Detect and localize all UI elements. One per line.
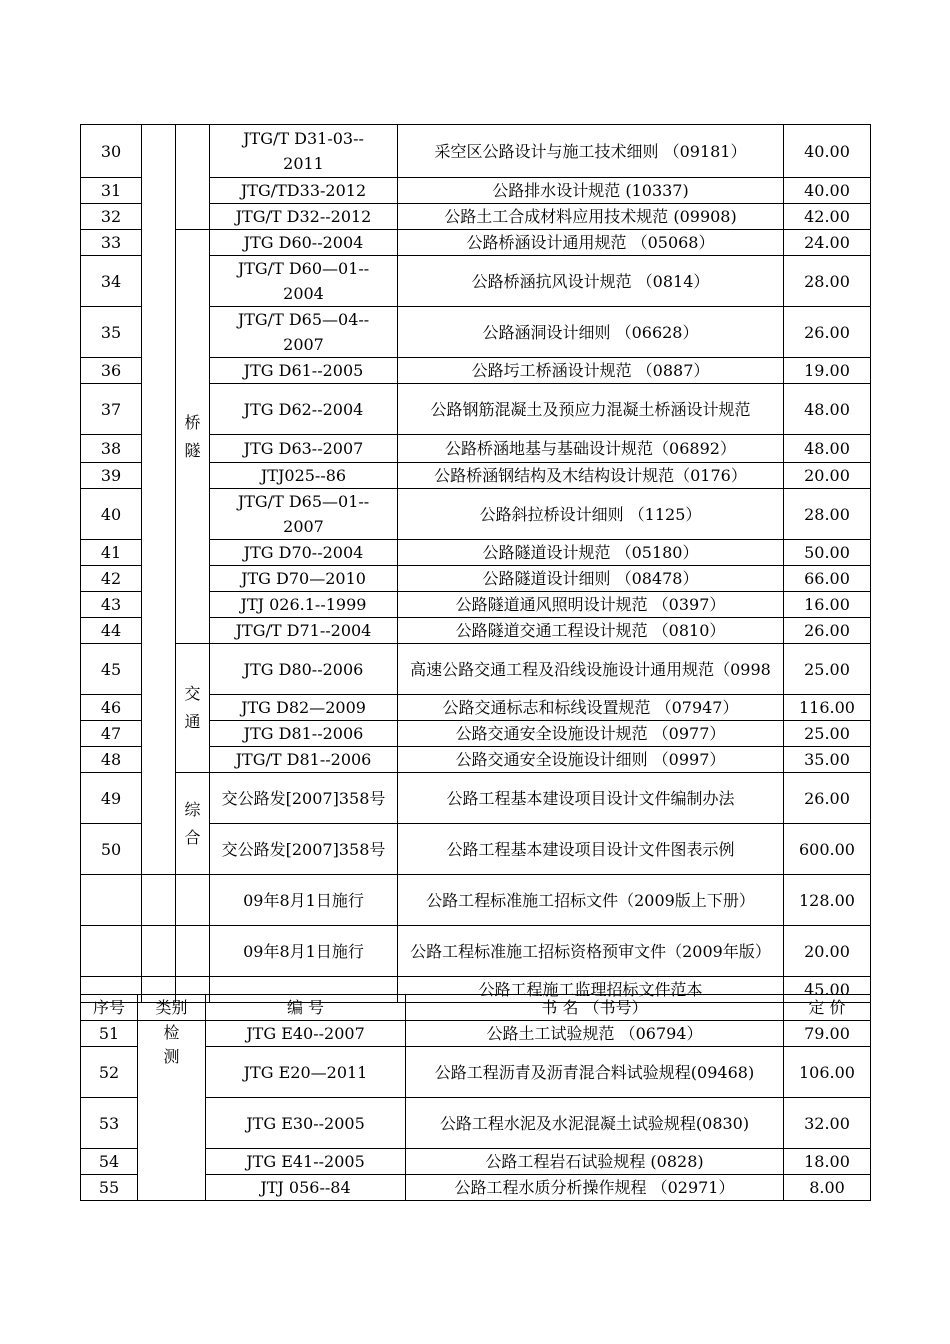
price: 128.00 bbox=[784, 875, 871, 926]
book-title: 公路桥涵地基与基础设计规范（06892） bbox=[398, 435, 784, 463]
price: 24.00 bbox=[784, 230, 871, 256]
row-number bbox=[81, 875, 142, 926]
row-number: 34 bbox=[81, 256, 142, 307]
row-number: 37 bbox=[81, 384, 142, 435]
book-title: 公路圬工桥涵设计规范 （0887） bbox=[398, 358, 784, 384]
table-row bbox=[81, 875, 871, 926]
standard-code: JTJ025--86 bbox=[210, 463, 398, 489]
price: 18.00 bbox=[784, 1149, 871, 1175]
row-number: 54 bbox=[81, 1149, 138, 1175]
row-number: 47 bbox=[81, 721, 142, 747]
category-cell bbox=[176, 125, 210, 230]
price: 25.00 bbox=[784, 721, 871, 747]
row-number: 39 bbox=[81, 463, 142, 489]
row-number: 52 bbox=[81, 1047, 138, 1098]
category-general: 综 合 bbox=[176, 773, 210, 875]
book-title: 公路工程标准施工招标文件（2009版上下册） bbox=[398, 875, 784, 926]
book-title: 公路工程水泥及水泥混凝土试验规程(0830) bbox=[406, 1098, 784, 1149]
price: 79.00 bbox=[784, 1021, 871, 1047]
standard-code: JTG D82—2009 bbox=[210, 695, 398, 721]
table-row bbox=[81, 644, 871, 695]
book-title: 公路桥涵设计通用规范 （05068） bbox=[398, 230, 784, 256]
book-title: 公路涵洞设计细则 （06628） bbox=[398, 307, 784, 358]
row-number: 53 bbox=[81, 1098, 138, 1149]
book-title: 高速公路交通工程及沿线设施设计通用规范（0998 bbox=[398, 644, 784, 695]
book-title: 公路桥涵抗风设计规范 （0814） bbox=[398, 256, 784, 307]
category-cell bbox=[176, 926, 210, 977]
standard-code: JTJ 026.1--1999 bbox=[210, 592, 398, 618]
row-number: 38 bbox=[81, 435, 142, 463]
price: 32.00 bbox=[784, 1098, 871, 1149]
standard-code: JTG D70—2010 bbox=[210, 566, 398, 592]
price: 25.00 bbox=[784, 644, 871, 695]
row-number: 43 bbox=[81, 592, 142, 618]
row-number: 44 bbox=[81, 618, 142, 644]
price: 600.00 bbox=[784, 824, 871, 875]
row-number: 51 bbox=[81, 1021, 138, 1047]
table-row bbox=[81, 230, 871, 256]
standards-table-part2 bbox=[80, 994, 871, 1201]
row-number: 35 bbox=[81, 307, 142, 358]
standard-code: JTG D60--2004 bbox=[210, 230, 398, 256]
book-title: 公路工程水质分析操作规程 （02971） bbox=[406, 1175, 784, 1201]
row-number: 32 bbox=[81, 204, 142, 230]
book-title: 公路工程沥青及沥青混合料试验规程(09468) bbox=[406, 1047, 784, 1098]
table-row bbox=[81, 125, 871, 178]
header-category: 类别 bbox=[138, 995, 206, 1021]
standard-code: JTG/T D81--2006 bbox=[210, 747, 398, 773]
category-traffic: 交 通 bbox=[176, 644, 210, 773]
book-title: 采空区公路设计与施工技术细则 （09181） bbox=[398, 125, 784, 178]
standard-code: JTG/T D60—01-- 2004 bbox=[210, 256, 398, 307]
book-title: 公路钢筋混凝土及预应力混凝土桥涵设计规范 bbox=[398, 384, 784, 435]
row-number bbox=[81, 926, 142, 977]
row-number: 46 bbox=[81, 695, 142, 721]
row-number: 41 bbox=[81, 540, 142, 566]
book-title: 公路隧道交通工程设计规范 （0810） bbox=[398, 618, 784, 644]
standard-code: JTG E20—2011 bbox=[206, 1047, 406, 1098]
category-cell bbox=[142, 926, 176, 977]
row-number: 42 bbox=[81, 566, 142, 592]
header-title: 书 名 （书号） bbox=[406, 995, 784, 1021]
price: 45.00 bbox=[784, 977, 871, 1003]
row-number: 49 bbox=[81, 773, 142, 824]
standard-code: JTG E40--2007 bbox=[206, 1021, 406, 1047]
standard-code: JTJ 056--84 bbox=[206, 1175, 406, 1201]
row-number: 45 bbox=[81, 644, 142, 695]
header-price: 定 价 bbox=[784, 995, 871, 1021]
row-number: 40 bbox=[81, 489, 142, 540]
price: 26.00 bbox=[784, 773, 871, 824]
book-title: 公路工程基本建设项目设计文件图表示例 bbox=[398, 824, 784, 875]
book-title: 公路工程岩石试验规程 (0828) bbox=[406, 1149, 784, 1175]
standard-code: JTG/T D31-03-- 2011 bbox=[210, 125, 398, 178]
price: 42.00 bbox=[784, 204, 871, 230]
category-cell bbox=[176, 875, 210, 926]
standards-table-part1 bbox=[80, 124, 871, 1003]
price: 26.00 bbox=[784, 618, 871, 644]
standard-code: JTG/T D32--2012 bbox=[210, 204, 398, 230]
standard-code: 交公路发[2007]358号 bbox=[210, 824, 398, 875]
book-title: 公路土工试验规范 （06794） bbox=[406, 1021, 784, 1047]
category-outer-cell bbox=[142, 125, 176, 875]
standard-code: JTG D80--2006 bbox=[210, 644, 398, 695]
standard-code: JTG E41--2005 bbox=[206, 1149, 406, 1175]
standard-code: JTG D70--2004 bbox=[210, 540, 398, 566]
price: 26.00 bbox=[784, 307, 871, 358]
standard-code: JTG/T D71--2004 bbox=[210, 618, 398, 644]
book-title: 公路交通安全设施设计规范 （0977） bbox=[398, 721, 784, 747]
standard-code: JTG/T D65—04-- 2007 bbox=[210, 307, 398, 358]
header-number: 序号 bbox=[81, 995, 138, 1021]
table-row bbox=[81, 1021, 871, 1047]
price: 19.00 bbox=[784, 358, 871, 384]
row-number: 36 bbox=[81, 358, 142, 384]
price: 50.00 bbox=[784, 540, 871, 566]
standard-code: 09年8月1日施行 bbox=[210, 875, 398, 926]
book-title: 公路土工合成材料应用技术规范 (09908) bbox=[398, 204, 784, 230]
book-title: 公路隧道设计细则 （08478） bbox=[398, 566, 784, 592]
book-title: 公路交通标志和标线设置规范 （07947） bbox=[398, 695, 784, 721]
table-row bbox=[81, 926, 871, 977]
price: 48.00 bbox=[784, 435, 871, 463]
table-row bbox=[81, 773, 871, 824]
standard-code: JTG D62--2004 bbox=[210, 384, 398, 435]
price: 40.00 bbox=[784, 178, 871, 204]
price: 116.00 bbox=[784, 695, 871, 721]
standard-code: JTG E30--2005 bbox=[206, 1098, 406, 1149]
book-title: 公路交通安全设施设计细则 （0997） bbox=[398, 747, 784, 773]
book-title: 公路工程施工监理招标文件范本 bbox=[398, 977, 784, 1003]
price: 28.00 bbox=[784, 256, 871, 307]
standard-code: JTG D61--2005 bbox=[210, 358, 398, 384]
standard-code: JTG/T D65—01-- 2007 bbox=[210, 489, 398, 540]
standard-code: JTG D63--2007 bbox=[210, 435, 398, 463]
row-number: 55 bbox=[81, 1175, 138, 1201]
table-header-row bbox=[81, 995, 871, 1021]
book-title: 公路桥涵钢结构及木结构设计规范（0176） bbox=[398, 463, 784, 489]
standard-code: JTG/TD33-2012 bbox=[210, 178, 398, 204]
book-title: 公路工程标准施工招标资格预审文件（2009年版） bbox=[398, 926, 784, 977]
row-number: 33 bbox=[81, 230, 142, 256]
price: 8.00 bbox=[784, 1175, 871, 1201]
book-title: 公路排水设计规范 (10337) bbox=[398, 178, 784, 204]
book-title: 公路斜拉桥设计细则 （1125） bbox=[398, 489, 784, 540]
row-number: 30 bbox=[81, 125, 142, 178]
price: 66.00 bbox=[784, 566, 871, 592]
standard-code: JTG D81--2006 bbox=[210, 721, 398, 747]
book-title: 公路隧道通风照明设计规范 （0397） bbox=[398, 592, 784, 618]
standard-code: 09年8月1日施行 bbox=[210, 926, 398, 977]
price: 35.00 bbox=[784, 747, 871, 773]
row-number: 48 bbox=[81, 747, 142, 773]
category-bridge-tunnel: 桥 隧 bbox=[176, 230, 210, 644]
price: 20.00 bbox=[784, 926, 871, 977]
standard-code: 交公路发[2007]358号 bbox=[210, 773, 398, 824]
category-testing: 检 测 bbox=[138, 1021, 206, 1201]
header-code: 编 号 bbox=[206, 995, 406, 1021]
row-number: 31 bbox=[81, 178, 142, 204]
row-number: 50 bbox=[81, 824, 142, 875]
price: 20.00 bbox=[784, 463, 871, 489]
price: 48.00 bbox=[784, 384, 871, 435]
price: 16.00 bbox=[784, 592, 871, 618]
category-cell bbox=[142, 875, 176, 926]
price: 28.00 bbox=[784, 489, 871, 540]
price: 40.00 bbox=[784, 125, 871, 178]
book-title: 公路工程基本建设项目设计文件编制办法 bbox=[398, 773, 784, 824]
book-title: 公路隧道设计规范 （05180） bbox=[398, 540, 784, 566]
price: 106.00 bbox=[784, 1047, 871, 1098]
